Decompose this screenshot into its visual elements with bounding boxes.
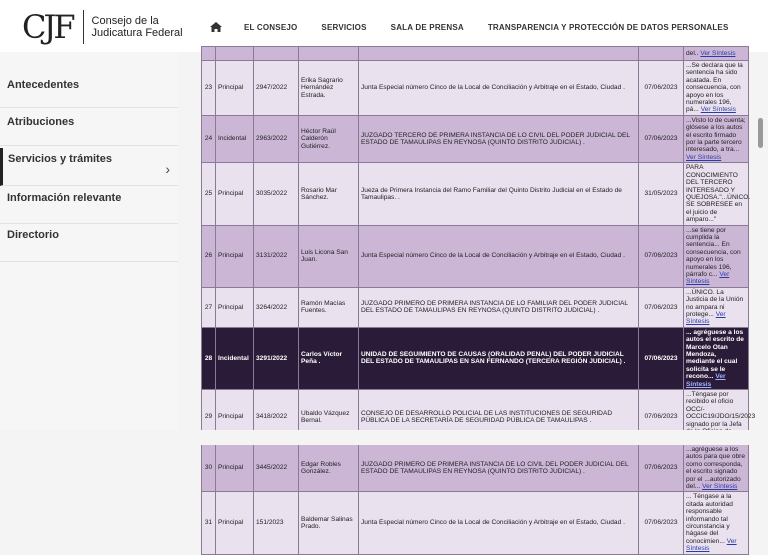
cell-date-text: 07/06/2023 xyxy=(644,84,678,92)
sidebar-item-label: Información relevante xyxy=(7,192,122,204)
cell-type-text: Principal xyxy=(218,190,244,198)
cell-summary xyxy=(684,327,749,389)
results-table xyxy=(201,46,756,555)
sidebar xyxy=(0,52,178,445)
cell-type-text: Principal xyxy=(218,519,244,527)
ver-sintesis-link[interactable]: Ver Síntesis xyxy=(702,482,738,490)
logo-mark: CJF xyxy=(22,8,73,46)
results-table-container xyxy=(201,49,756,553)
cell-expediente xyxy=(254,61,299,116)
cell-date-text: 07/06/2023 xyxy=(644,252,678,260)
cell-type xyxy=(216,225,254,287)
sidebar-item-antecedentes[interactable] xyxy=(0,74,178,108)
ver-sintesis-link[interactable]: Ver Síntesis xyxy=(686,153,722,161)
cell-authority xyxy=(359,61,639,116)
cell-summary xyxy=(684,444,749,491)
cell-date xyxy=(639,163,684,225)
cell-summary xyxy=(684,47,749,61)
cell-summary xyxy=(684,492,749,554)
cell-type-text: Principal xyxy=(218,252,244,260)
cell-number xyxy=(202,327,216,389)
chevron-right-icon: › xyxy=(165,161,170,177)
cell-summary xyxy=(684,115,749,162)
sidebar-item-atribuciones[interactable] xyxy=(0,110,178,146)
cell-type-text: Incidental xyxy=(218,135,247,143)
cell-summary-text: ... Téngase a la citada autoridad responsable informando tal circunstancia y hágase del conocimien... xyxy=(686,493,733,545)
cell-expediente-text: 3418/2022 xyxy=(256,413,288,421)
cell-expediente-text: 2963/2022 xyxy=(256,135,288,143)
cell-number-text: 29 xyxy=(204,413,213,421)
cell-type xyxy=(216,287,254,327)
cell-authority-text: UNIDAD DE SEGUIMIENTO DE CAUSAS (ORALIDAD PENAL) DEL PODER JUDICIAL DEL ESTADO DE TAMAULIPAS EN SAN FERNANDO (TERCERA REGIÓN JUDICIAL) . xyxy=(361,351,626,366)
cell-authority xyxy=(359,225,639,287)
cell-authority-text: Junta Especial número Cinco de la Local de Conciliación y Arbitraje en el Estado, Ciudad . xyxy=(361,519,625,527)
cell-date xyxy=(639,47,684,61)
cell-authority-text: JUZGADO TERCERO DE PRIMERA INSTANCIA DE LO CIVIL DEL PODER JUDICIAL DEL ESTADO DE TAMAULIPAS EN REYNOSA (QUINTO DISTRITO JUDICIAL) . xyxy=(361,131,630,147)
bottom-strip xyxy=(0,430,768,445)
cell-expediente-text: 3291/2022 xyxy=(256,354,288,362)
cell-date xyxy=(639,444,684,491)
cell-summary-text: ... agréguese a los autos el escrito de Marcelo Otan Mendoza, mediante el cual solicita se le recono... xyxy=(686,328,744,381)
sidebar-item-label: Directorio xyxy=(7,229,59,241)
cell-type-text: Principal xyxy=(218,413,244,421)
site-header xyxy=(0,0,768,52)
cell-number xyxy=(202,163,216,225)
cell-party-text: Héctor Raúl Calderón Gutiérrez. xyxy=(301,127,336,150)
cell-date-text: 07/06/2023 xyxy=(644,519,678,527)
cell-summary-text: ...Visto lo de cuenta; glósese a los autos el escrito firmado por la parte tercero interesado, a tra... xyxy=(686,116,746,154)
cell-party-text: Luis Licona San Juan. xyxy=(301,248,348,264)
cell-number xyxy=(202,61,216,116)
cell-summary-text: ...se tiene por cumplida la sentencia... En consecuencia, con apoyo en los numerales 196, párrafo c... xyxy=(686,226,741,278)
cell-date xyxy=(639,225,684,287)
ver-sintesis-link[interactable]: Ver Síntesis xyxy=(686,311,726,326)
cell-expediente xyxy=(254,47,299,61)
ver-sintesis-link[interactable]: Ver Síntesis xyxy=(686,373,726,388)
cell-date-text: 07/06/2023 xyxy=(644,464,678,472)
cell-summary-text: PARA CONOCIMIENTO DEL TERCERO INTERESADO Y QUEJOSA."...ÚNICO. SE SOBRESEE en el juicio de amparo..." xyxy=(686,164,751,224)
table-row xyxy=(202,492,749,554)
cell-summary xyxy=(684,287,749,327)
cell-authority-text: Junta Especial número Cinco de la Local de Conciliación y Arbitraje en el Estado, Ciudad . xyxy=(361,84,625,92)
cell-authority-text: Jueza de Primera Instancia del Ramo Familiar del Quinto Distrito Judicial en el Estado de Tamaulipas. . xyxy=(361,186,622,201)
cell-expediente-text: 3264/2022 xyxy=(256,303,288,311)
cell-number-text: 31 xyxy=(204,519,213,527)
cell-number-text: 24 xyxy=(204,135,213,143)
cell-type xyxy=(216,327,254,389)
cell-type xyxy=(216,492,254,554)
sidebar-item-directorio[interactable] xyxy=(0,226,178,262)
cell-expediente-text: 3445/2022 xyxy=(256,464,288,472)
table-row xyxy=(202,47,749,61)
ver-sintesis-link[interactable]: Ver Síntesis xyxy=(686,537,737,553)
cell-date xyxy=(639,287,684,327)
cell-summary-text: ...Téngase por recibido el oficio OCC/-OCCIC19/JDO/15/2023 signado por la Jefa xyxy=(686,391,756,428)
sidebar-item-label: Servicios y trámites xyxy=(8,153,112,165)
cell-number xyxy=(202,47,216,61)
sidebar-item-informacion-relevante[interactable] xyxy=(0,188,178,224)
cell-date-text: 07/06/2023 xyxy=(644,413,678,421)
main-nav xyxy=(210,22,752,32)
table-row xyxy=(202,287,749,327)
cell-party-text: Ubaldo Vázquez Bernal. xyxy=(301,409,350,424)
cell-party xyxy=(299,287,359,327)
cell-expediente-text: 3131/2022 xyxy=(256,252,288,260)
cell-number-text: 25 xyxy=(204,190,213,198)
cell-authority xyxy=(359,115,639,162)
logo-text xyxy=(92,15,183,39)
cjf-logo[interactable] xyxy=(22,8,183,46)
cell-authority-text: JUZGADO PRIMERO DE PRIMERA INSTANCIA DE LO CIVIL DEL PODER JUDICIAL DEL ESTADO DE TAMAULIPAS EN REYNOSA (QUINTO DISTRITO JUDICIAL) . xyxy=(361,460,629,476)
cell-type xyxy=(216,444,254,491)
nav-el-consejo[interactable]: EL CONSEJO xyxy=(244,22,298,32)
cell-date-text: 07/06/2023 xyxy=(644,303,678,311)
logo-line-1: Consejo de la xyxy=(91,15,159,27)
cell-summary-text: ...agréguese a los autos para que obre como corresponda, el escrito signado por el ...autorizado del... xyxy=(686,445,746,490)
cell-party xyxy=(299,47,359,61)
nav-transparencia[interactable]: TRANSPARENCIA Y PROTECCIÓN DE DATOS PERSONALES xyxy=(487,22,729,32)
cell-authority-text: Junta Especial número Cinco de la Local de Conciliación y Arbitraje en el Estado, Ciudad . xyxy=(361,252,625,260)
cell-authority xyxy=(359,444,639,491)
ver-sintesis-link[interactable]: Ver Síntesis xyxy=(686,270,730,286)
cell-party-text: Baldemar Salinas Prado. xyxy=(301,515,353,530)
cell-expediente xyxy=(254,287,299,327)
cell-party-text: Carlos Víctor Peña . xyxy=(301,351,343,366)
cell-party xyxy=(299,163,359,225)
table-row xyxy=(202,444,749,491)
cell-party xyxy=(299,61,359,116)
cell-party xyxy=(299,225,359,287)
table-row xyxy=(202,61,749,116)
ver-sintesis-link[interactable]: Ver Síntesis xyxy=(700,106,736,114)
cell-type xyxy=(216,163,254,225)
cell-authority xyxy=(359,47,639,61)
cell-summary-text: del.. xyxy=(686,49,699,57)
ver-sintesis-link[interactable]: Ver Síntesis xyxy=(700,49,736,57)
sidebar-item-servicios-y-tramites[interactable] xyxy=(0,148,178,186)
cell-number-text: 26 xyxy=(204,252,213,260)
home-icon[interactable] xyxy=(210,22,222,32)
cell-type-text: Principal xyxy=(218,84,244,92)
cell-party xyxy=(299,327,359,389)
cell-party-text: Ramón Macías Fuentes. xyxy=(301,299,346,315)
cell-number xyxy=(202,115,216,162)
cell-authority xyxy=(359,163,639,225)
cell-type xyxy=(216,115,254,162)
cell-expediente xyxy=(254,492,299,554)
cell-authority-text: JUZGADO PRIMERO DE PRIMERA INSTANCIA DE LO FAMILIAR DEL PODER JUDICIAL DEL ESTADO DE TAMAULIPAS EN REYNOSA (QUINTO DISTRITO JUDICIAL) . xyxy=(361,299,628,315)
cell-party-text: Erika Sagrario Hernández Estrada. xyxy=(301,76,343,99)
nav-sala-de-prensa[interactable]: SALA DE PRENSA xyxy=(390,22,464,32)
cell-date xyxy=(639,61,684,116)
table-row xyxy=(202,115,749,162)
logo-divider xyxy=(83,10,84,44)
cell-summary-text: ...ÚNICO. La Justicia de la Unión no ampara ni protege... xyxy=(686,288,744,318)
cell-party-text: Rosario Mar Sánchez. xyxy=(301,186,337,201)
cell-authority xyxy=(359,287,639,327)
cell-party-text: Edgar Robles González. xyxy=(301,460,341,476)
cell-number-text: 27 xyxy=(204,303,213,311)
cell-summary xyxy=(684,225,749,287)
cell-expediente xyxy=(254,444,299,491)
table-row xyxy=(202,225,749,287)
cell-expediente-text: 2947/2022 xyxy=(256,84,288,92)
cell-expediente-text: 151/2023 xyxy=(256,519,284,527)
table-row xyxy=(202,327,749,389)
cell-expediente xyxy=(254,163,299,225)
cell-date-text: 31/05/2023 xyxy=(644,190,678,198)
cell-number xyxy=(202,492,216,554)
scrollbar-thumb[interactable] xyxy=(758,118,763,148)
cell-date xyxy=(639,492,684,554)
cell-type xyxy=(216,61,254,116)
cell-authority xyxy=(359,327,639,389)
cell-party xyxy=(299,115,359,162)
cell-number-text: 28 xyxy=(204,354,213,362)
cell-number-text: 23 xyxy=(204,84,213,92)
nav-servicios[interactable]: SERVICIOS xyxy=(321,22,367,32)
cell-type-text: Incidental xyxy=(218,354,249,362)
cell-date-text: 07/06/2023 xyxy=(644,135,678,143)
cell-expediente xyxy=(254,225,299,287)
sidebar-item-label: Antecedentes xyxy=(7,79,80,91)
cell-authority-text: CONSEJO DE DESARROLLO POLICIAL DE LAS INSTITUCIONES DE SEGURIDAD PÚBLICA DE LA SECRETARÍA DE SEGURIDAD PÚBLICA DE TAMAULIPAS . xyxy=(361,409,613,424)
cell-expediente-text: 3035/2022 xyxy=(256,190,288,198)
cell-summary-text: ...Se declara que la sentencia ha sido acatada. En consecuencia, con apoyo en los numerales 196, pá... xyxy=(686,62,743,114)
cell-number xyxy=(202,287,216,327)
cell-type-text: Principal xyxy=(218,303,244,311)
cell-number xyxy=(202,444,216,491)
cell-type xyxy=(216,47,254,61)
cell-expediente xyxy=(254,327,299,389)
cell-number-text: 30 xyxy=(204,464,213,472)
cell-date xyxy=(639,115,684,162)
sidebar-item-label: Atribuciones xyxy=(7,116,75,128)
cell-number xyxy=(202,225,216,287)
table-row xyxy=(202,163,749,225)
cell-date-text: 07/06/2023 xyxy=(644,354,678,362)
cell-authority xyxy=(359,492,639,554)
cell-type-text: Principal xyxy=(218,464,244,472)
cell-date xyxy=(639,327,684,389)
logo-line-2: Judicatura Federal xyxy=(91,27,183,39)
cell-party xyxy=(299,492,359,554)
cell-party xyxy=(299,444,359,491)
cell-summary xyxy=(684,61,749,116)
cell-expediente xyxy=(254,115,299,162)
cell-summary xyxy=(684,163,749,225)
